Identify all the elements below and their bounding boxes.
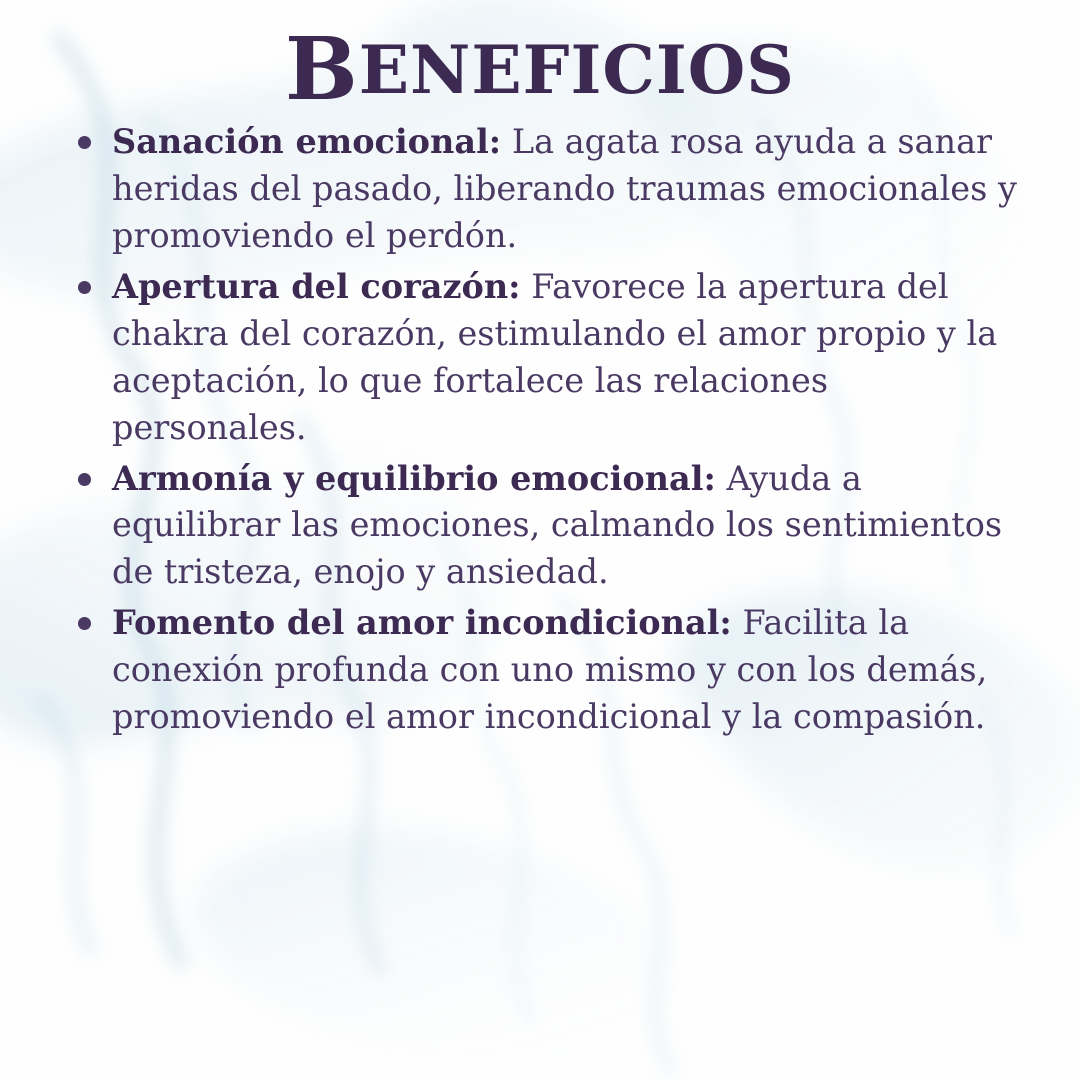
benefits-list	[42, 119, 1038, 741]
list-item	[60, 600, 1026, 741]
list-item-text: La agata rosa ayuda a sanar heridas del pasado, liberando traumas emocionales y promoviendo el perdón.	[112, 122, 1017, 256]
title-rest: ENEFICIOS	[358, 31, 795, 109]
bullet-dot-icon	[78, 281, 91, 294]
list-item	[60, 264, 1026, 452]
list-item-text: Facilita la conexión profunda con uno mismo y con los demás, promoviendo el amor incondicional y la compasión.	[112, 603, 988, 736]
bullet-dot-icon	[78, 473, 91, 486]
list-item-text: Ayuda a equilibrar las emociones, calmando los sentimientos de tristeza, enojo y ansiedad.	[112, 458, 1003, 592]
list-item	[60, 456, 1026, 597]
list-item	[60, 119, 1026, 260]
list-item-lead: Armonía y equilibrio emocional:	[112, 458, 716, 498]
list-item-lead: Sanación emocional:	[112, 122, 502, 162]
list-item-lead: Apertura del corazón:	[112, 266, 521, 306]
list-item-lead: Fomento del amor incondicional:	[112, 603, 732, 643]
title-dropcap: B	[285, 19, 359, 120]
list-item-text: Favorece la apertura del chakra del corazón, estimulando el amor propio y la aceptación, lo que fortalece las relaciones personales.	[112, 266, 998, 447]
page-title	[42, 19, 1038, 120]
bullet-dot-icon	[78, 136, 91, 149]
bullet-dot-icon	[78, 617, 91, 630]
